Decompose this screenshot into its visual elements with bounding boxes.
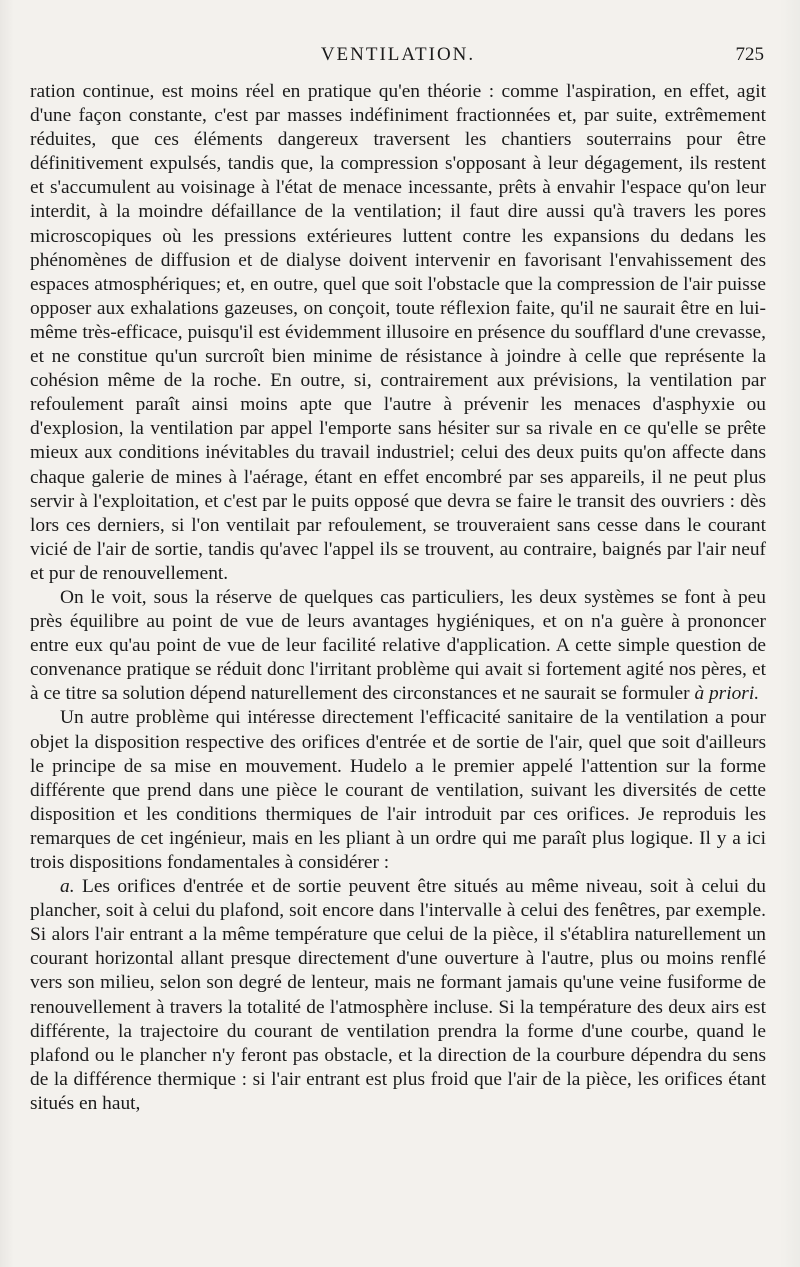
page-number: 725 [735,44,764,65]
paragraph-continued [30,80,766,586]
paragraph [30,706,766,875]
italic-term: à priori. [694,683,760,705]
running-title: VENTILATION. [320,44,476,65]
paragraph [30,586,766,706]
paragraph-text: On le voit, sous la réserve de quelques cas particuliers, les deux systèmes se font à peu près équilibre au point de vue de leurs avantages hygiéniques, et on n'a guère à prononcer entre eux qu'au point de vue de leur facilité relative d'application. A cette simple question de convenance pratique se réduit donc l'irritant problème qui avait si fortement agité nos pères, et à ce titre sa solution dépend naturellement des circonstances et ne saurait se formuler [30,586,766,705]
list-marker: a. [60,876,75,898]
paragraph [30,875,766,1116]
paragraph-text: Les orifices d'entrée et de sortie peuvent être situés au même niveau, soit à celui du plancher, soit à celui du plafond, soit encore dans l'intervalle à celui des fenêtres, par exemple. Si alors l'air entrant a la même température que celui de la pièce, il s'établira naturellement un courant horizontal allant presque directement d'une ouverture à l'autre, plus ou moins renflé vers son milieu, selon son degré de lenteur, mais ne formant jamais qu'une veine fusiforme de renouvellement à travers la totalité de l'atmosphère incluse. Si la température des deux airs est différente, la trajectoire du courant de ventilation prendra la forme d'une courbe, quand le plafond ou le plancher n'y feront pas obstacle, et la direction de la courbure dépendra du sens de la différence thermique : si l'air entrant est plus froid que l'air de la pièce, les orifices étant situés en haut, [30,876,766,1114]
paragraph-text: Un autre problème qui intéresse directement l'efficacité sanitaire de la ventilation a pour objet la disposition respective des orifices d'entrée et de sortie de l'air, quel que soit d'ailleurs le principe de sa mise en mouvement. Hudelo a le premier appelé l'attention sur la forme différente que prend dans une pièce le courant de ventilation, suivant les diversités de cette disposition et les conditions thermiques de l'air introduit par ces orifices. Je reproduis les remarques de cet ingénieur, mais en les pliant à un ordre qui me paraît plus logique. Il y a ici trois dispositions fondamentales à considérer : [30,707,766,873]
paragraph-text: ration continue, est moins réel en pratique qu'en théorie : comme l'aspiration, en effet, agit d'une façon constante, c'est par masses indéfiniment fractionnées et, par suite, extrêmement réduites, que ces éléments dangereux traversent les chantiers souterrains pour être définitivement expulsés, tandis que, la compression s'opposant à leur dégagement, ils restent et s'accumulent au voisinage à l'état de menace incessante, prêts à envahir l'espace qu'on leur interdit, à la moindre défaillance de la ventilation; il faut dire aussi qu'à travers les pores microscopiques où les pressions extérieures luttent contre les expansions du dedans les phénomènes de diffusion et de dialyse doivent intervenir en favorisant l'envahissement des espaces atmosphériques; et, en outre, quel que soit l'obstacle que la compression de l'air puisse opposer aux exhalations gazeuses, on conçoit, toute réflexion faite, qu'il ne saurait être en lui-même très-efficace, puisqu'il est évidemment illusoire en présence du soufflard d'une crevasse, et ne constitue qu'un surcroît bien minime de résistance à joindre à celle que représente la cohésion même de la roche. En outre, si, contrairement aux prévisions, la ventilation par refoulement paraît ainsi moins apte que l'autre à prévenir les menaces d'asphyxie ou d'explosion, la ventilation par appel l'emporte sans hésiter sur sa rivale en ce qu'elle se prête mieux aux conditions inévitables du travail industriel; celui des deux puits qu'on affecte dans chaque galerie de mines à l'aérage, étant en effet encombré par ses appareils, il ne peut plus servir à l'exploitation, et c'est par le puits opposé que devra se faire le transit des ouvriers : dès lors ces derniers, si l'on ventilait par refoulement, se trouveraient sans cesse dans le courant vicié de l'air de sortie, tandis qu'avec l'appel ils se trouvent, au contraire, baignés par l'air neuf et pur de renouvellement. [30,81,766,584]
running-head [30,44,766,74]
text-body [30,80,766,1116]
